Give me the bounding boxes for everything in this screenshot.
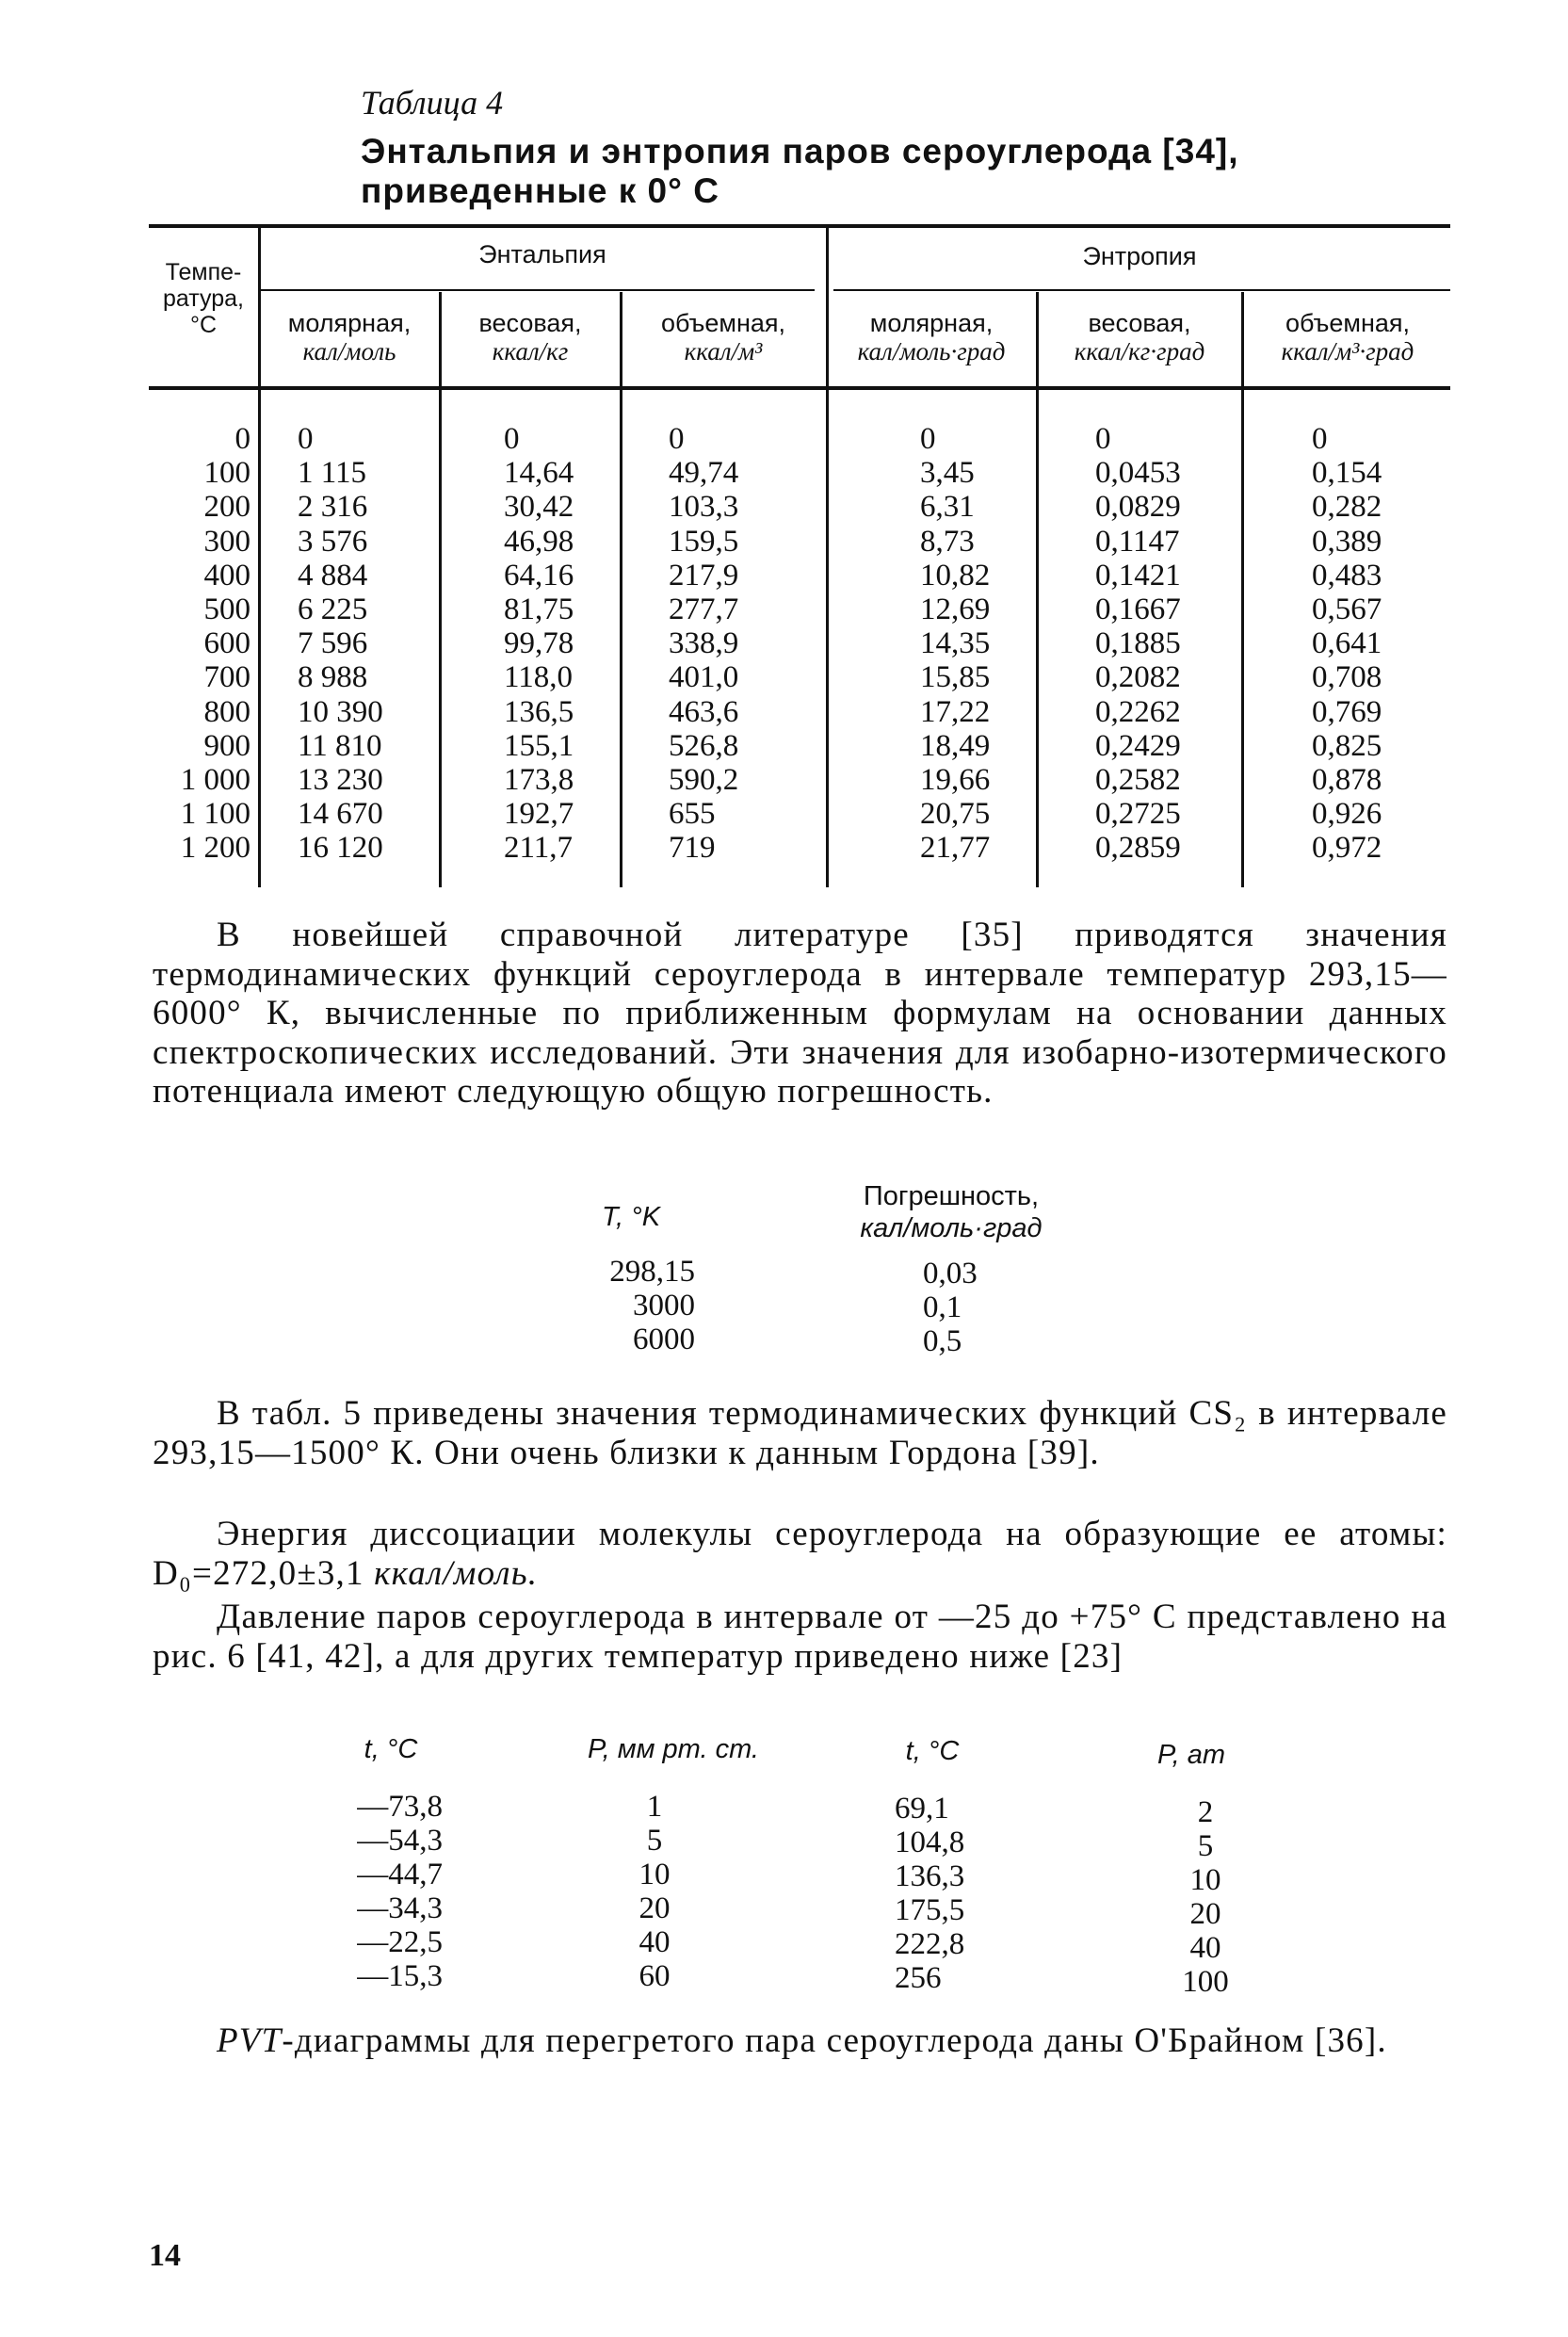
table-cell: 0,2082 [1095,660,1181,695]
table-cell: 0,2429 [1095,728,1181,763]
table-cell: 13 230 [298,763,383,798]
list-cell: 5 [646,1824,663,1858]
header-bottom-rule [149,386,1450,390]
table-cell: 277,7 [669,592,739,627]
list-cell: 1 [646,1790,663,1824]
table-cell: 0,708 [1312,660,1382,695]
pressure-table-header: P, ат [1156,1740,1225,1770]
column-header: молярная, кал/моль·град [857,309,1006,365]
paragraph: В новейшей справочной литературе [35] приводятся значения термодинамических функций сероуглерода в интервале температур 293,15—6000° К, вычисленные по приближенным формулам на основании данных спектроскопических исследований. Эти значения для изобарно-изотермического потенциала имеют следующую общую погрешность. [153,916,1447,1111]
table-cell: 338,9 [669,626,739,661]
table-cell: 463,6 [669,694,739,729]
table-cell: 300 [203,524,251,559]
pressure-table-p2-column [1172,1795,1238,1999]
pressure-table-t1-column [330,1790,443,1993]
table-cell: 0,2725 [1095,797,1181,832]
table-cell: 0,2262 [1095,694,1181,729]
list-cell: 256 [895,1961,942,1995]
list-cell: 136,3 [895,1859,965,1893]
temperature-column [153,422,251,866]
table-cell: 400 [203,558,251,592]
table-cell: 6,31 [920,490,975,525]
table-cell: 18,49 [920,728,991,763]
table-cell: 3,45 [920,456,975,491]
enthalpy-molar-column [298,422,429,866]
table-cell: 0,1147 [1095,524,1180,559]
table-caption: Таблица 4 [361,84,504,122]
table-cell: 526,8 [669,728,739,763]
table-cell: 100 [203,456,251,491]
table-cell: 0,2582 [1095,763,1181,798]
table-cell: 0 [1312,422,1328,456]
table-cell: 0,1885 [1095,626,1181,661]
table-divider [258,228,261,887]
list-cell: 60 [639,1959,671,1993]
table-cell: 7 596 [298,626,368,661]
column-header: объемная, ккал/м³·град [1281,309,1414,365]
table-cell: 155,1 [504,728,574,763]
table-cell: 192,7 [504,797,574,832]
list-cell: 40 [639,1925,671,1959]
error-table-header-error: Погрешность, кал/моль·град [860,1181,1043,1243]
enthalpy-weight-column [504,422,617,866]
table-cell: 211,7 [504,831,574,866]
table-cell: 700 [203,660,251,695]
list-cell: 20 [1189,1897,1221,1931]
table-cell: 15,85 [920,660,991,695]
table-cell: 719 [669,831,716,866]
list-cell: 2 [1197,1795,1214,1829]
list-cell: 10 [1189,1863,1221,1897]
table-cell: 0,483 [1312,558,1382,592]
table-cell: 173,8 [504,763,574,798]
table-cell: 10,82 [920,558,991,592]
list-cell: 6000 [633,1323,695,1356]
table-cell: 0,1421 [1095,558,1181,592]
enthalpy-group-header: Энтальпия [478,240,606,268]
pressure-table-p1-column [622,1790,687,1993]
table-cell: 64,16 [504,558,574,592]
entropy-weight-column [1095,422,1227,866]
list-cell: 0,03 [923,1257,978,1290]
table-cell: 81,75 [504,592,574,627]
table-cell: 14,64 [504,456,574,491]
table-divider [439,292,442,887]
list-cell: 3000 [633,1289,695,1323]
table-cell: 0 [504,422,520,456]
table-cell: 900 [203,728,251,763]
table-cell: 0 [298,422,314,456]
table-cell: 0,567 [1312,592,1382,627]
table-cell: 1 200 [180,831,251,866]
table-cell: 3 576 [298,524,368,559]
column-header: молярная, кал/моль [287,309,412,365]
table-cell: 0,0453 [1095,456,1181,491]
table-cell: 30,42 [504,490,574,525]
paragraph: В табл. 5 приведены значения термодинамических функций CS₂ в интервале 293,15—1500° К. Они очень близки к данным Гордона [39]. [153,1394,1447,1472]
error-table-header-t: T, °K [601,1202,661,1232]
enthalpy-volume-column [669,422,810,866]
table-cell: 21,77 [920,831,991,866]
paragraph: Энергия диссоциации молекулы сероуглерода на образующие ее атомы: D₀=272,0±3,1 ккал/моль. [153,1515,1447,1593]
error-table-error-column [923,1257,1017,1358]
table-cell: 0,878 [1312,763,1382,798]
table-cell: 800 [203,694,251,729]
list-cell: 0,5 [923,1324,962,1358]
list-cell: 0,1 [923,1290,962,1324]
table-cell: 0 [920,422,936,456]
pressure-table-header: t, °С [364,1734,418,1764]
table-cell: 0,0829 [1095,490,1181,525]
table-cell: 0 [234,422,251,456]
table-title: Энтальпия и энтропия паров сероуглерода [34], приведенные к 0° С [361,132,1239,210]
table-cell: 1 115 [298,456,367,491]
list-cell: —44,7 [357,1858,443,1891]
table-cell: 136,5 [504,694,574,729]
table-cell: 12,69 [920,592,991,627]
table-divider [1241,292,1244,887]
group-rule-enthalpy [259,289,815,291]
paragraph: Давление паров сероуглерода в интервале от —25 до +75° С представлено на рис. 6 [41, 42], а для других температур приведено ниже [23] [153,1598,1447,1676]
table-divider [1036,292,1039,887]
table-cell: 0,282 [1312,490,1382,525]
table-cell: 19,66 [920,763,991,798]
table-cell: 401,0 [669,660,739,695]
table-cell: 600 [203,626,251,661]
column-header: весовая, ккал/кг·град [1074,309,1205,365]
list-cell: —15,3 [357,1959,443,1993]
table-cell: 6 225 [298,592,368,627]
table-cell: 0,825 [1312,728,1382,763]
pressure-table-header: P, мм рт. ст. [587,1734,759,1764]
table-cell: 17,22 [920,694,991,729]
table-cell: 49,74 [669,456,739,491]
list-cell: 222,8 [895,1927,965,1961]
list-cell: —54,3 [357,1824,443,1858]
page-number: 14 [149,2238,181,2273]
table-cell: 1 100 [180,797,251,832]
table-cell: 655 [669,797,716,832]
table-cell: 0 [669,422,685,456]
table-cell: 20,75 [920,797,991,832]
entropy-volume-column [1312,422,1434,866]
table-cell: 500 [203,592,251,627]
list-cell: —34,3 [357,1891,443,1925]
list-cell: 298,15 [609,1255,695,1289]
list-cell: —22,5 [357,1925,443,1959]
list-cell: 20 [639,1891,671,1925]
table-cell: 8 988 [298,660,368,695]
list-cell: 5 [1197,1829,1214,1863]
table-cell: 1 000 [180,763,251,798]
table-cell: 0,154 [1312,456,1382,491]
table-cell: 217,9 [669,558,739,592]
table-cell: 11 810 [298,728,382,763]
table-cell: 103,3 [669,490,739,525]
table-cell: 0,389 [1312,524,1382,559]
list-cell: 69,1 [895,1792,949,1826]
table-cell: 590,2 [669,763,739,798]
table-cell: 200 [203,490,251,525]
entropy-molar-column [920,422,1033,866]
entropy-group-header: Энтропия [1082,242,1197,270]
table-cell: 2 316 [298,490,368,525]
list-cell: 40 [1189,1931,1221,1965]
table-cell: 46,98 [504,524,574,559]
table-cell: 8,73 [920,524,975,559]
group-rule-entropy [833,289,1450,291]
table-cell: 159,5 [669,524,739,559]
table-cell: 14 670 [298,797,383,832]
list-cell: 100 [1182,1965,1229,1999]
column-header: объемная, ккал/м³ [660,309,786,365]
table-cell: 0,2859 [1095,831,1181,866]
table-cell: 99,78 [504,626,574,661]
table-cell: 16 120 [298,831,383,866]
table-cell: 118,0 [504,660,574,695]
paragraph: PVT-диаграммы для перегретого пара сероуглерода даны О'Брайном [36]. [217,2021,1387,2060]
table-cell: 0 [1095,422,1111,456]
column-header: весовая, ккал/кг [478,309,582,365]
pressure-table-t2-column [895,1792,989,1995]
table-cell: 0,1667 [1095,592,1181,627]
table-divider [620,292,622,887]
list-cell: —73,8 [357,1790,443,1824]
error-table-t-column [565,1255,695,1356]
table-top-rule [149,224,1450,228]
temperature-header: Темпе-ратура, °С [163,259,244,338]
pressure-table-header: t, °С [905,1736,960,1766]
table-cell: 0,769 [1312,694,1382,729]
table-cell: 0,972 [1312,831,1382,866]
table-cell: 0,641 [1312,626,1382,661]
list-cell: 10 [639,1858,671,1891]
table-cell: 10 390 [298,694,383,729]
table-cell: 14,35 [920,626,991,661]
list-cell: 175,5 [895,1893,965,1927]
table-cell: 0,926 [1312,797,1382,832]
list-cell: 104,8 [895,1826,965,1859]
table-cell: 4 884 [298,558,368,592]
